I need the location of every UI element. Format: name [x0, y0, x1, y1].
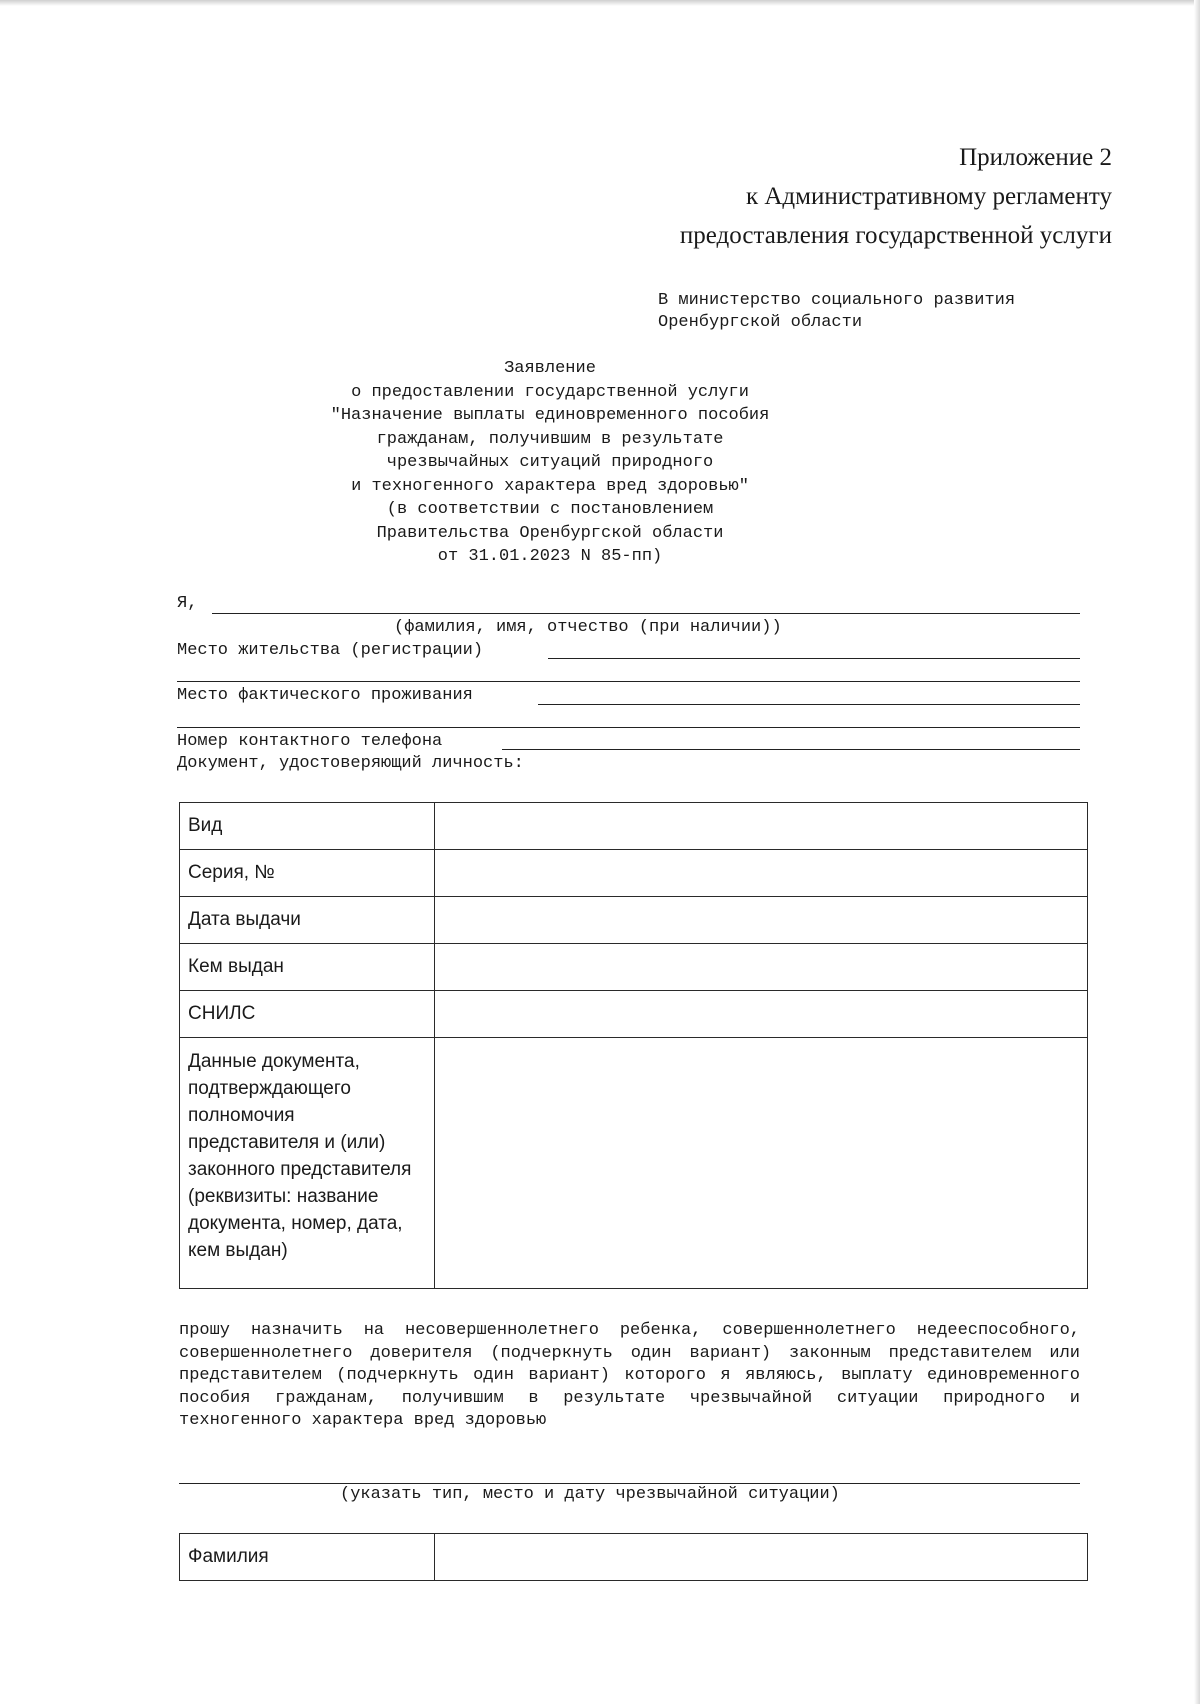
actual-residence-field[interactable] — [538, 704, 1080, 705]
application-title — [300, 357, 800, 569]
snils-label: СНИЛС — [180, 991, 435, 1038]
residence-field[interactable] — [548, 658, 1080, 659]
snils-value[interactable] — [435, 991, 1088, 1038]
id-series-number-value[interactable] — [435, 850, 1088, 897]
representative-document-value[interactable] — [435, 1038, 1088, 1289]
table-row — [180, 803, 1088, 850]
residence-label: Место жительства (регистрации) — [177, 641, 484, 660]
applicant-i-label: Я, — [177, 594, 198, 613]
surname-label: Фамилия — [180, 1534, 435, 1581]
title-line: от 31.01.2023 N 85-пп) — [437, 547, 663, 566]
table-row — [180, 991, 1088, 1038]
title-line: чрезвычайных ситуаций природного — [386, 453, 714, 472]
title-line: (в соответствии с постановлением — [386, 500, 714, 519]
id-series-number-label: Серия, № — [180, 850, 435, 897]
table-row — [180, 1038, 1088, 1289]
surname-table — [179, 1533, 1088, 1581]
id-issue-date-label: Дата выдачи — [180, 897, 435, 944]
actual-residence-field-line-2[interactable] — [177, 727, 1080, 728]
id-issued-by-value[interactable] — [435, 944, 1088, 991]
emergency-details-caption: (указать тип, место и дату чрезвычайной ситуации) — [340, 1485, 840, 1504]
table-row — [180, 897, 1088, 944]
applicant-name-field[interactable] — [212, 613, 1080, 614]
id-document-table — [179, 802, 1088, 1289]
addressee-block — [658, 290, 1015, 334]
title-line: Заявление — [504, 359, 596, 378]
id-issue-date-value[interactable] — [435, 897, 1088, 944]
table-row — [180, 1534, 1088, 1581]
title-line: и техногенного характера вред здоровью" — [351, 476, 749, 496]
representative-document-label: Данные документа, подтверждающего полномочия представителя и (или) законного представителя (реквизиты: название документа, номер, дата, кем выдан) — [180, 1038, 435, 1289]
id-type-label: Вид — [180, 803, 435, 850]
table-row — [180, 850, 1088, 897]
id-document-label: Документ, удостоверяющий личность: — [177, 754, 524, 773]
residence-field-line-2[interactable] — [177, 681, 1080, 682]
appendix-header — [680, 138, 1112, 255]
surname-value[interactable] — [435, 1534, 1088, 1581]
title-line: "Назначение выплаты единовременного пособия — [330, 406, 770, 425]
request-paragraph: прошу назначить на несовершеннолетнего ребенка, совершеннолетнего недееспособного, совершеннолетнего доверителя (подчеркнуть один вариант) законным представителем или представителем (подчеркнуть один вариант) которого я являюсь, выплату единовременного пособия гражданам, получившим в результате чрезвычайной ситуации природного и техногенного характера вред здоровью — [179, 1321, 1080, 1430]
title-line: Правительства Оренбургской области — [376, 523, 724, 543]
appendix-line-3: предоставления государственной услуги — [679, 222, 1112, 249]
appendix-line-1: Приложение 2 — [959, 144, 1112, 171]
scan-edge-top — [0, 0, 1200, 6]
applicant-name-caption: (фамилия, имя, отчество (при наличии)) — [394, 618, 782, 637]
id-issued-by-label: Кем выдан — [180, 944, 435, 991]
addressee-line-1: В министерство социального развития — [658, 291, 1016, 310]
addressee-line-2: Оренбургской области — [658, 313, 863, 332]
phone-field[interactable] — [502, 749, 1080, 750]
title-line: о предоставлении государственной услуги — [351, 382, 749, 402]
scan-edge-right — [1194, 0, 1200, 1704]
table-row — [180, 944, 1088, 991]
phone-label: Номер контактного телефона — [177, 732, 443, 751]
title-line: гражданам, получившим в результате — [376, 429, 724, 449]
id-type-value[interactable] — [435, 803, 1088, 850]
actual-residence-label: Место фактического проживания — [177, 686, 473, 705]
appendix-line-2: к Административному регламенту — [745, 183, 1112, 210]
